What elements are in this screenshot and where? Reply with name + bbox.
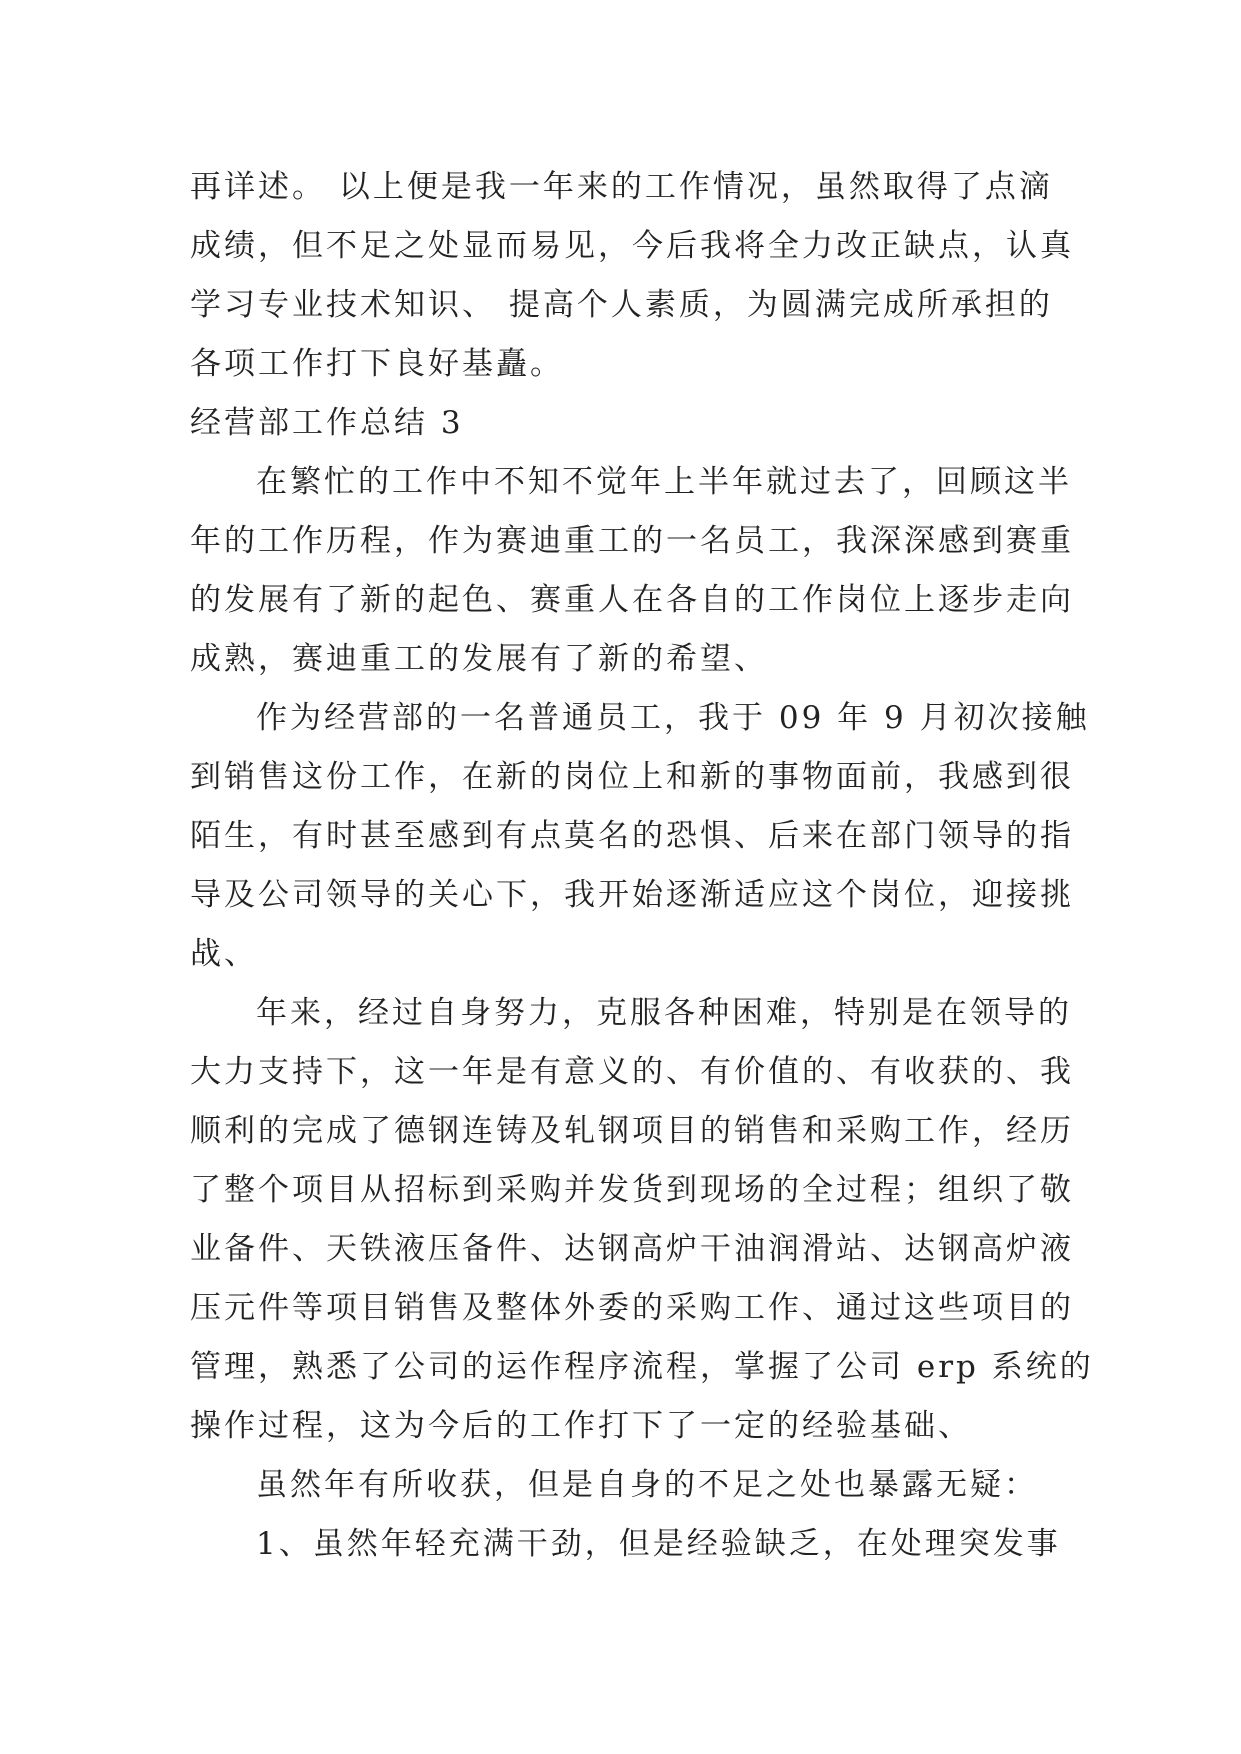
text-line: 再详述。 以上便是我一年来的工作情况，虽然取得了点滴 (190, 169, 1053, 205)
text-line: 作为经营部的一名普通员工，我于 09 年 9 月初次接触 (256, 700, 1090, 736)
text-line: 到销售这份工作，在新的岗位上和新的事物面前，我感到很 (190, 759, 1074, 795)
text-line: 学习专业技术知识、 提高个人素质，为圆满完成所承担的 (190, 287, 1053, 323)
text-line: 管理，熟悉了公司的运作程序流程，掌握了公司 erp 系统的 (190, 1349, 1094, 1385)
text-line: 战、 (190, 936, 258, 972)
text-line: 各项工作打下良好基矗。 (190, 346, 564, 382)
text-line: 业备件、天铁液压备件、达钢高炉干油润滑站、达钢高炉液 (190, 1231, 1074, 1267)
text-line: 大力支持下，这一年是有意义的、有价值的、有收获的、我 (190, 1054, 1074, 1090)
text-line: 导及公司领导的关心下，我开始逐渐适应这个岗位，迎接挑 (190, 877, 1074, 913)
text-line: 陌生，有时甚至感到有点莫名的恐惧、后来在部门领导的指 (190, 818, 1074, 854)
text-line: 成绩，但不足之处显而易见，今后我将全力改正缺点，认真 (190, 228, 1074, 264)
text-line: 1、虽然年轻充满干劲，但是经验缺乏，在处理突发事 (256, 1526, 1061, 1562)
text-line: 年来，经过自身努力，克服各种困难，特别是在领导的 (256, 995, 1072, 1031)
document-body (190, 158, 1094, 1574)
text-line: 的发展有了新的起色、赛重人在各自的工作岗位上逐步走向 (190, 582, 1074, 618)
text-line: 在繁忙的工作中不知不觉年上半年就过去了，回顾这半 (256, 464, 1072, 500)
text-line: 了整个项目从招标到采购并发货到现场的全过程；组织了敬 (190, 1172, 1074, 1208)
text-line: 成熟，赛迪重工的发展有了新的希望、 (190, 641, 768, 677)
text-line: 年的工作历程，作为赛迪重工的一名员工，我深深感到赛重 (190, 523, 1074, 559)
section-heading: 经营部工作总结 3 (190, 405, 464, 441)
text-line: 顺利的完成了德钢连铸及轧钢项目的销售和采购工作，经历 (190, 1113, 1074, 1149)
text-line: 操作过程，这为今后的工作打下了一定的经验基础、 (190, 1408, 972, 1444)
text-line: 虽然年有所收获，但是自身的不足之处也暴露无疑： (256, 1467, 1038, 1503)
text-line: 压元件等项目销售及整体外委的采购工作、通过这些项目的 (190, 1290, 1074, 1326)
